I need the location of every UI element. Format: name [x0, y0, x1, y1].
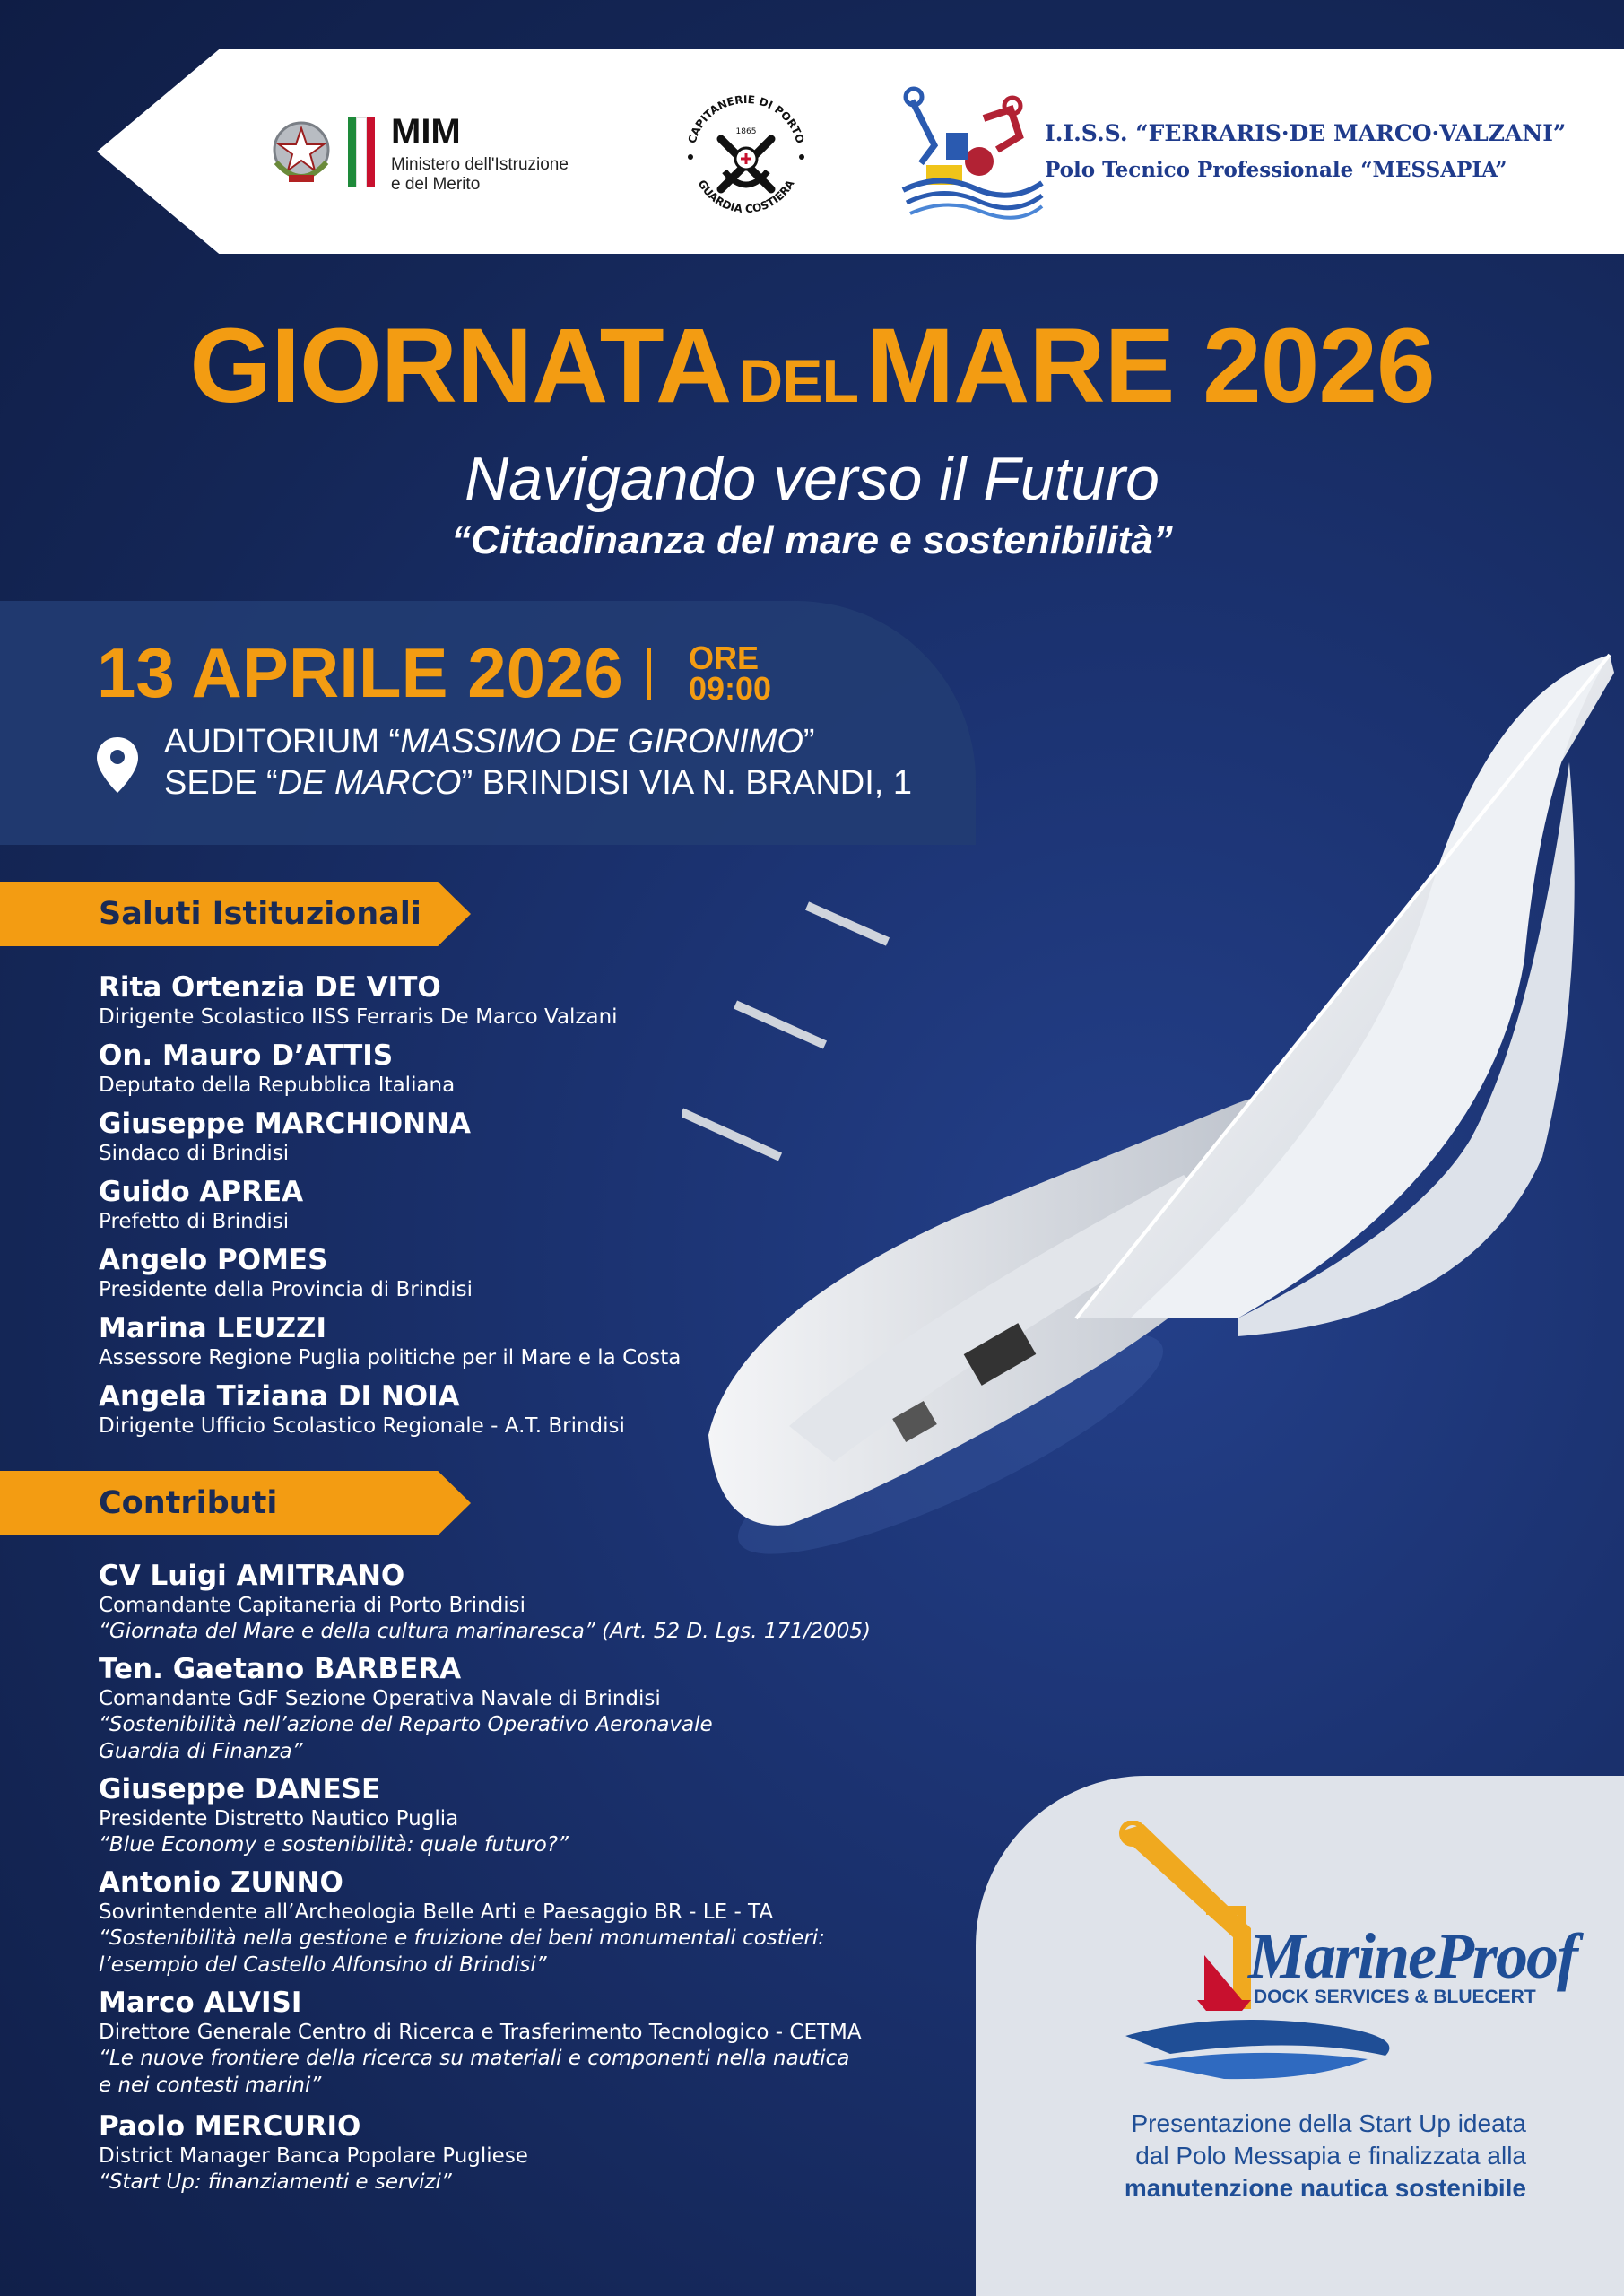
contributi-quote-5a: “Le nuove frontiere della ricerca su materiali e componenti nella nautica — [99, 2047, 850, 2070]
saluti-role-4: Prefetto di Brindisi — [99, 1210, 290, 1233]
saluti-heading: Saluti Istituzionali — [99, 896, 421, 932]
saluti-role-3: Sindaco di Brindisi — [99, 1142, 290, 1165]
sponsor-desc-2: dal Polo Messapia e finalizzata alla — [1135, 2142, 1526, 2170]
contributi-role-6: District Manager Banca Popolare Pugliese — [99, 2144, 528, 2168]
contributi-quote-2b: Guardia di Finanza” — [99, 1740, 303, 1763]
school-polo: Polo Tecnico Professionale “MESSAPIA” — [1045, 158, 1507, 182]
contributi-heading: Contributi — [99, 1485, 278, 1521]
event-time: 09:00 — [689, 670, 772, 707]
saluti-name-2: On. Mauro D’ATTIS — [99, 1039, 394, 1072]
guardia-costiera-logo — [674, 83, 818, 227]
contributi-quote-1a: “Giornata del Mare e della cultura marinaresca” (Art. 52 D. Lgs. 171/2005) — [99, 1620, 871, 1643]
contributi-quote-6a: “Start Up: finanziamenti e servizi” — [99, 2170, 452, 2194]
saluti-role-2: Deputato della Repubblica Italiana — [99, 1074, 456, 1097]
saluti-role-7: Dirigente Ufficio Scolastico Regionale - A.T. Brindisi — [99, 1414, 625, 1438]
saluti-name-5: Angelo POMES — [99, 1244, 328, 1276]
sponsor-desc-3: manutenzione nautica sostenibile — [1124, 2174, 1526, 2202]
contributi-quote-3a: “Blue Economy e sostenibilità: quale futuro?” — [99, 1833, 569, 1857]
cg-top-text: CAPITANERIE DI PORTO — [685, 92, 807, 145]
cg-bottom-text: GUARDIA COSTIERA — [695, 178, 797, 216]
italian-republic-emblem-icon — [269, 116, 334, 187]
event-title — [0, 305, 1624, 427]
svg-text:CAPITANERIE DI PORTO — [686, 93, 807, 145]
contributi-name-5: Marco ALVISI — [99, 1987, 302, 2019]
saluti-name-6: Marina LEUZZI — [99, 1312, 327, 1344]
contributi-name-4: Antonio ZUNNO — [99, 1866, 343, 1899]
date-separator — [647, 648, 651, 700]
contributi-name-2: Ten. Gaetano BARBERA — [99, 1653, 462, 1685]
contributi-role-5: Direttore Generale Centro di Ricerca e Trasferimento Tecnologico - CETMA — [99, 2021, 862, 2044]
event-date: 13 APRILE 2026 — [97, 633, 623, 712]
venue-line1: AUDITORIUM “MASSIMO DE GIRONIMO” — [164, 723, 815, 761]
contributi-role-3: Presidente Distretto Nautico Puglia — [99, 1807, 459, 1831]
contributi-quote-2a: “Sostenibilità nell’azione del Reparto Operativo Aeronavale — [99, 1713, 713, 1736]
contributi-name-6: Paolo MERCURIO — [99, 2110, 361, 2143]
anchor-icon — [721, 139, 771, 189]
marineproof-brand: MarineProof — [1248, 1920, 1577, 1992]
contributi-role-1: Comandante Capitaneria di Porto Brindisi — [99, 1594, 526, 1617]
marineproof-subtitle: DOCK SERVICES & BLUECERT — [1254, 1987, 1536, 2007]
saluti-role-5: Presidente della Provincia di Brindisi — [99, 1278, 473, 1301]
mim-acronym: MIM — [391, 112, 461, 152]
contributi-name-1: CV Luigi AMITRANO — [99, 1560, 405, 1592]
contributi-quote-4b: l’esempio del Castello Alfonsino di Brindisi” — [99, 1953, 547, 1977]
saluti-name-7: Angela Tiziana DI NOIA — [99, 1380, 460, 1413]
event-subtitle: Navigando verso il Futuro — [465, 445, 1159, 513]
contributi-role-4: Sovrintendente all’Archeologia Belle Arti e Paesaggio BR - LE - TA — [99, 1900, 774, 1924]
school-name: I.I.S.S. “FERRARIS·DE MARCO·VALZANI” — [1045, 120, 1567, 146]
saluti-role-1: Dirigente Scolastico IISS Ferraris De Marco Valzani — [99, 1005, 618, 1029]
title-del: DEL — [739, 347, 859, 415]
saluti-name-4: Guido APREA — [99, 1176, 304, 1208]
contributi-quote-4a: “Sostenibilità nella gestione e fruizione dei beni monumentali costieri: — [99, 1926, 825, 1950]
saluti-name-1: Rita Ortenzia DE VITO — [99, 971, 441, 1004]
venue-line2: SEDE “DE MARCO” BRINDISI VIA N. BRANDI, 1 — [164, 764, 913, 802]
title-part2: MARE 2026 — [865, 307, 1435, 425]
mim-line1: Ministero dell'Istruzione — [391, 155, 569, 174]
title-part1: GIORNATA — [189, 307, 732, 425]
saluti-role-6: Assessore Regione Puglia politiche per il Mare e la Costa — [99, 1346, 682, 1370]
mim-logo — [269, 112, 610, 193]
iiss-school-logo — [894, 83, 1046, 226]
location-pin-icon — [97, 737, 138, 793]
time-label: ORE — [689, 639, 760, 676]
event-tagline: “Cittadinanza del mare e sostenibilità” — [451, 518, 1173, 562]
cg-year: 1865 — [735, 127, 757, 136]
sponsor-desc-1: Presentazione della Start Up ideata — [1131, 2109, 1526, 2137]
contributi-role-2: Comandante GdF Sezione Operativa Navale di Brindisi — [99, 1687, 661, 1710]
contributi-name-3: Giuseppe DANESE — [99, 1773, 381, 1805]
italian-flag-icon — [348, 117, 375, 187]
mim-line2: e del Merito — [391, 175, 481, 194]
saluti-name-3: Giuseppe MARCHIONNA — [99, 1108, 471, 1140]
contributi-quote-5b: e nei contesti marini” — [99, 2074, 322, 2097]
